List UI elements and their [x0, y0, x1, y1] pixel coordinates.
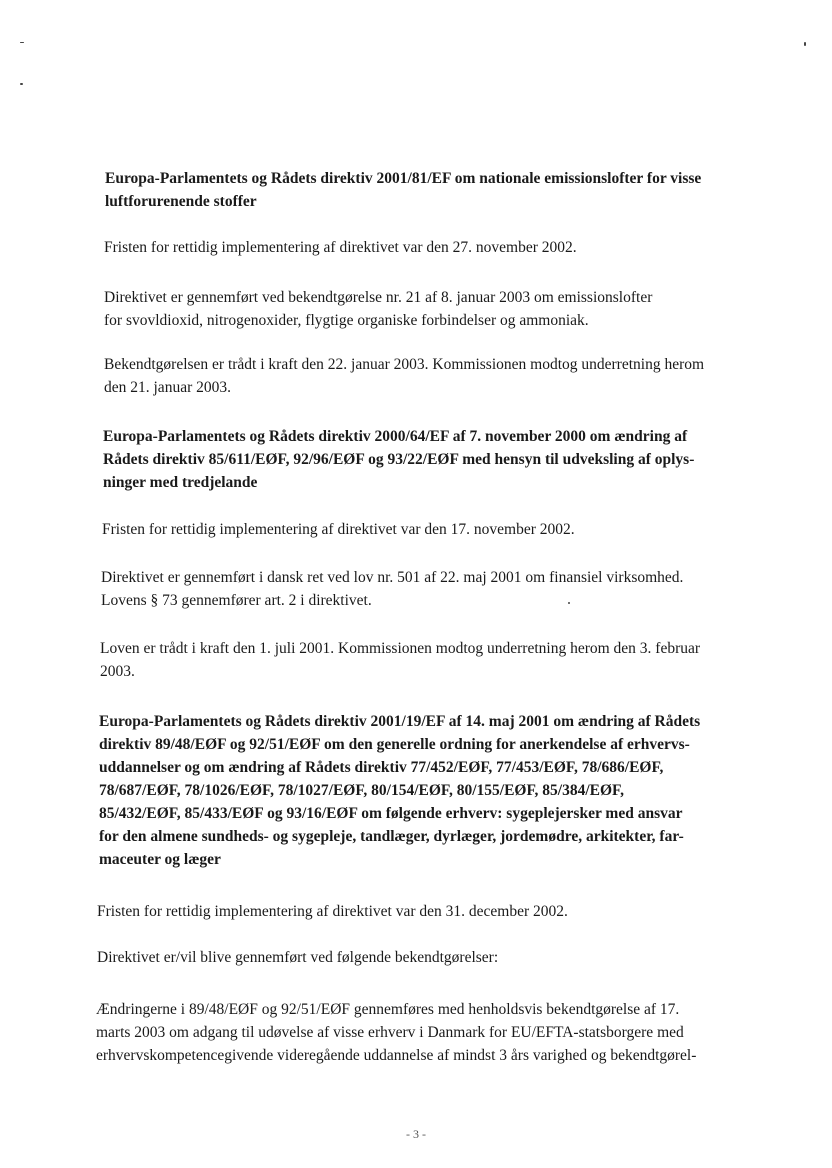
paragraph-line: Ændringerne i 89/48/EØF og 92/51/EØF gennemføres med henholdsvis bekendtgørelse af 17. — [96, 1001, 680, 1018]
heading-line: 78/687/EØF, 78/1026/EØF, 78/1027/EØF, 80/154/EØF, 80/155/EØF, 85/384/EØF, — [99, 782, 624, 799]
paragraph-line: Fristen for rettidig implementering af direktivet var den 17. november 2002. — [102, 521, 575, 538]
paragraph-line: Fristen for rettidig implementering af direktivet var den 27. november 2002. — [104, 239, 577, 256]
scan-speck — [20, 83, 23, 85]
paragraph-line: Loven er trådt i kraft den 1. juli 2001. Kommissionen modtog underretning herom den 3. februar — [100, 640, 701, 657]
paragraph-line: 2003. — [100, 663, 135, 680]
paragraph-line: Fristen for rettidig implementering af direktivet var den 31. december 2002. — [97, 903, 568, 920]
heading-line: Rådets direktiv 85/611/EØF, 92/96/EØF og 93/22/EØF med hensyn til udveksling af oplys- — [103, 451, 695, 468]
paragraph-line: erhvervskompetencegivende videregående uddannelse af mindst 3 års varighed og bekendtgørel- — [96, 1047, 697, 1064]
section-1-paragraph-1 — [104, 236, 784, 259]
section-1-heading — [105, 167, 785, 213]
heading-line: Europa-Parlamentets og Rådets direktiv 2001/81/EF om nationale emissionslofter for visse — [105, 170, 702, 187]
section-2-paragraph-1 — [102, 518, 782, 541]
scan-speck — [568, 602, 570, 604]
section-3-heading — [99, 710, 799, 871]
section-2-paragraph-3 — [100, 637, 800, 683]
paragraph-line: Direktivet er/vil blive gennemført ved følgende bekendtgørelser: — [97, 949, 499, 966]
heading-line: direktiv 89/48/EØF og 92/51/EØF om den generelle ordning for anerkendelse af erhvervs- — [99, 736, 690, 753]
paragraph-line: den 21. januar 2003. — [104, 379, 231, 396]
section-3-paragraph-2 — [97, 946, 777, 969]
section-3-paragraph-1 — [97, 900, 777, 923]
heading-line: Europa-Parlamentets og Rådets direktiv 2001/19/EF af 14. maj 2001 om ændring af Rådets — [99, 713, 701, 730]
heading-line: ninger med tredjelande — [103, 474, 258, 491]
page-number: - 3 - — [406, 1127, 426, 1141]
paragraph-line: Lovens § 73 gennemfører art. 2 i direktivet. — [101, 592, 372, 609]
scan-speck — [20, 42, 24, 43]
section-1-paragraph-2 — [104, 286, 784, 332]
paragraph-line: for svovldioxid, nitrogenoxider, flygtige organiske forbindelser og ammoniak. — [104, 312, 589, 329]
section-1-paragraph-3 — [104, 353, 794, 399]
heading-line: uddannelser og om ændring af Rådets direktiv 77/452/EØF, 77/453/EØF, 78/686/EØF, — [99, 759, 664, 776]
section-2-heading — [103, 425, 783, 494]
heading-line: luftforurenende stoffer — [105, 193, 257, 210]
heading-line: for den almene sundheds- og sygepleje, tandlæger, dyrlæger, jordemødre, arkitekter, far- — [99, 828, 684, 845]
paragraph-line: Bekendtgørelsen er trådt i kraft den 22. januar 2003. Kommissionen modtog underretning herom — [104, 356, 705, 373]
section-2-paragraph-2 — [101, 566, 791, 612]
scan-speck — [804, 42, 806, 46]
heading-line: maceuter og læger — [99, 851, 221, 868]
section-3-paragraph-3 — [96, 998, 796, 1067]
paragraph-line: Direktivet er gennemført ved bekendtgørelse nr. 21 af 8. januar 2003 om emissionslofter — [104, 289, 653, 306]
paragraph-line: marts 2003 om adgang til udøvelse af visse erhverv i Danmark for EU/EFTA-statsborgere med — [96, 1024, 684, 1041]
heading-line: Europa-Parlamentets og Rådets direktiv 2000/64/EF af 7. november 2000 om ændring af — [103, 428, 688, 445]
paragraph-line: Direktivet er gennemført i dansk ret ved lov nr. 501 af 22. maj 2001 om finansiel virksomhed. — [101, 569, 684, 586]
heading-line: 85/432/EØF, 85/433/EØF og 93/16/EØF om følgende erhverv: sygeplejersker med ansvar — [99, 805, 683, 822]
